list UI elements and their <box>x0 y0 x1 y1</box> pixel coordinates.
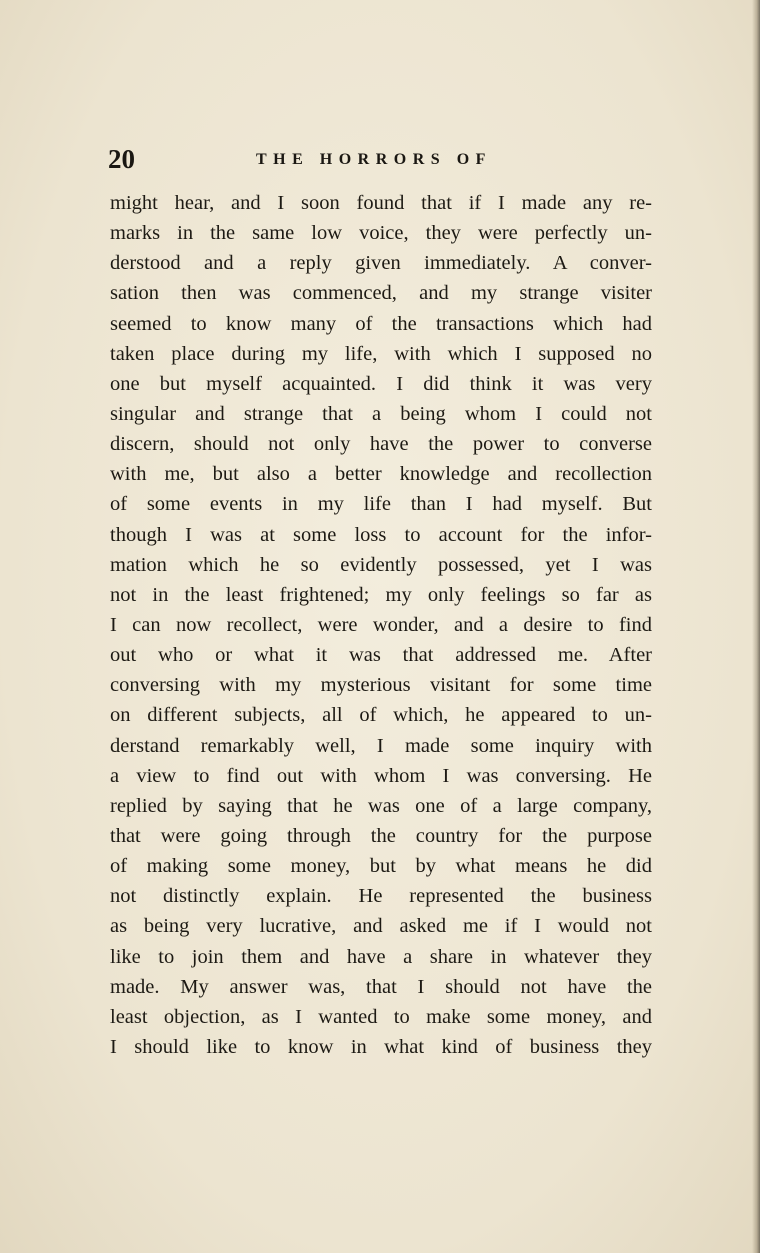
text-line: least objection, as I wanted to make some money, and <box>110 1005 652 1028</box>
text-line: I can now recollect, were wonder, and a desire to find <box>110 613 652 636</box>
text-line: discern, should not only have the power to converse <box>110 433 652 456</box>
text-line: not in the least frightened; my only feelings so far as <box>110 583 652 606</box>
text-line: seemed to know many of the transactions which had <box>110 312 652 335</box>
text-line: replied by saying that he was one of a large company, <box>110 794 652 817</box>
running-title: THE HORRORS OF <box>256 151 492 168</box>
body-text <box>110 188 652 1062</box>
text-line: I should like to know in what kind of business they <box>110 1035 652 1058</box>
text-line: one but myself acquainted. I did think it was very <box>110 372 652 395</box>
text-line: mation which he so evidently possessed, yet I was <box>110 553 652 576</box>
text-line: like to join them and have a share in whatever they <box>110 945 652 968</box>
text-line: of making some money, but by what means he did <box>110 855 652 878</box>
text-line: conversing with my mysterious visitant for some time <box>110 674 652 697</box>
text-line: though I was at some loss to account for the infor- <box>110 523 652 546</box>
text-line: marks in the same low voice, they were perfectly un- <box>110 222 652 245</box>
page-edge-shadow <box>752 0 760 1253</box>
text-line: of some events in my life than I had myself. But <box>110 493 652 516</box>
text-line: not distinctly explain. He represented the business <box>110 885 652 908</box>
text-line: singular and strange that a being whom I could not <box>110 402 652 425</box>
text-line: derstand remarkably well, I made some inquiry with <box>110 734 652 757</box>
text-line: sation then was commenced, and my strange visiter <box>110 282 652 305</box>
text-line: taken place during my life, with which I supposed no <box>110 342 652 365</box>
page-number: 20 <box>108 144 135 174</box>
text-line: made. My answer was, that I should not have the <box>110 975 652 998</box>
text-line: a view to find out with whom I was conversing. He <box>110 764 652 787</box>
text-line: on different subjects, all of which, he appeared to un- <box>110 704 652 727</box>
text-line: derstood and a reply given immediately. A conver- <box>110 252 652 275</box>
text-line: out who or what it was that addressed me. After <box>110 644 652 667</box>
text-line: as being very lucrative, and asked me if I would not <box>110 915 652 938</box>
text-line: that were going through the country for the purpose <box>110 824 652 847</box>
text-line: with me, but also a better knowledge and recollection <box>110 463 652 486</box>
running-head <box>108 144 656 174</box>
text-line: might hear, and I soon found that if I made any re- <box>110 192 652 214</box>
